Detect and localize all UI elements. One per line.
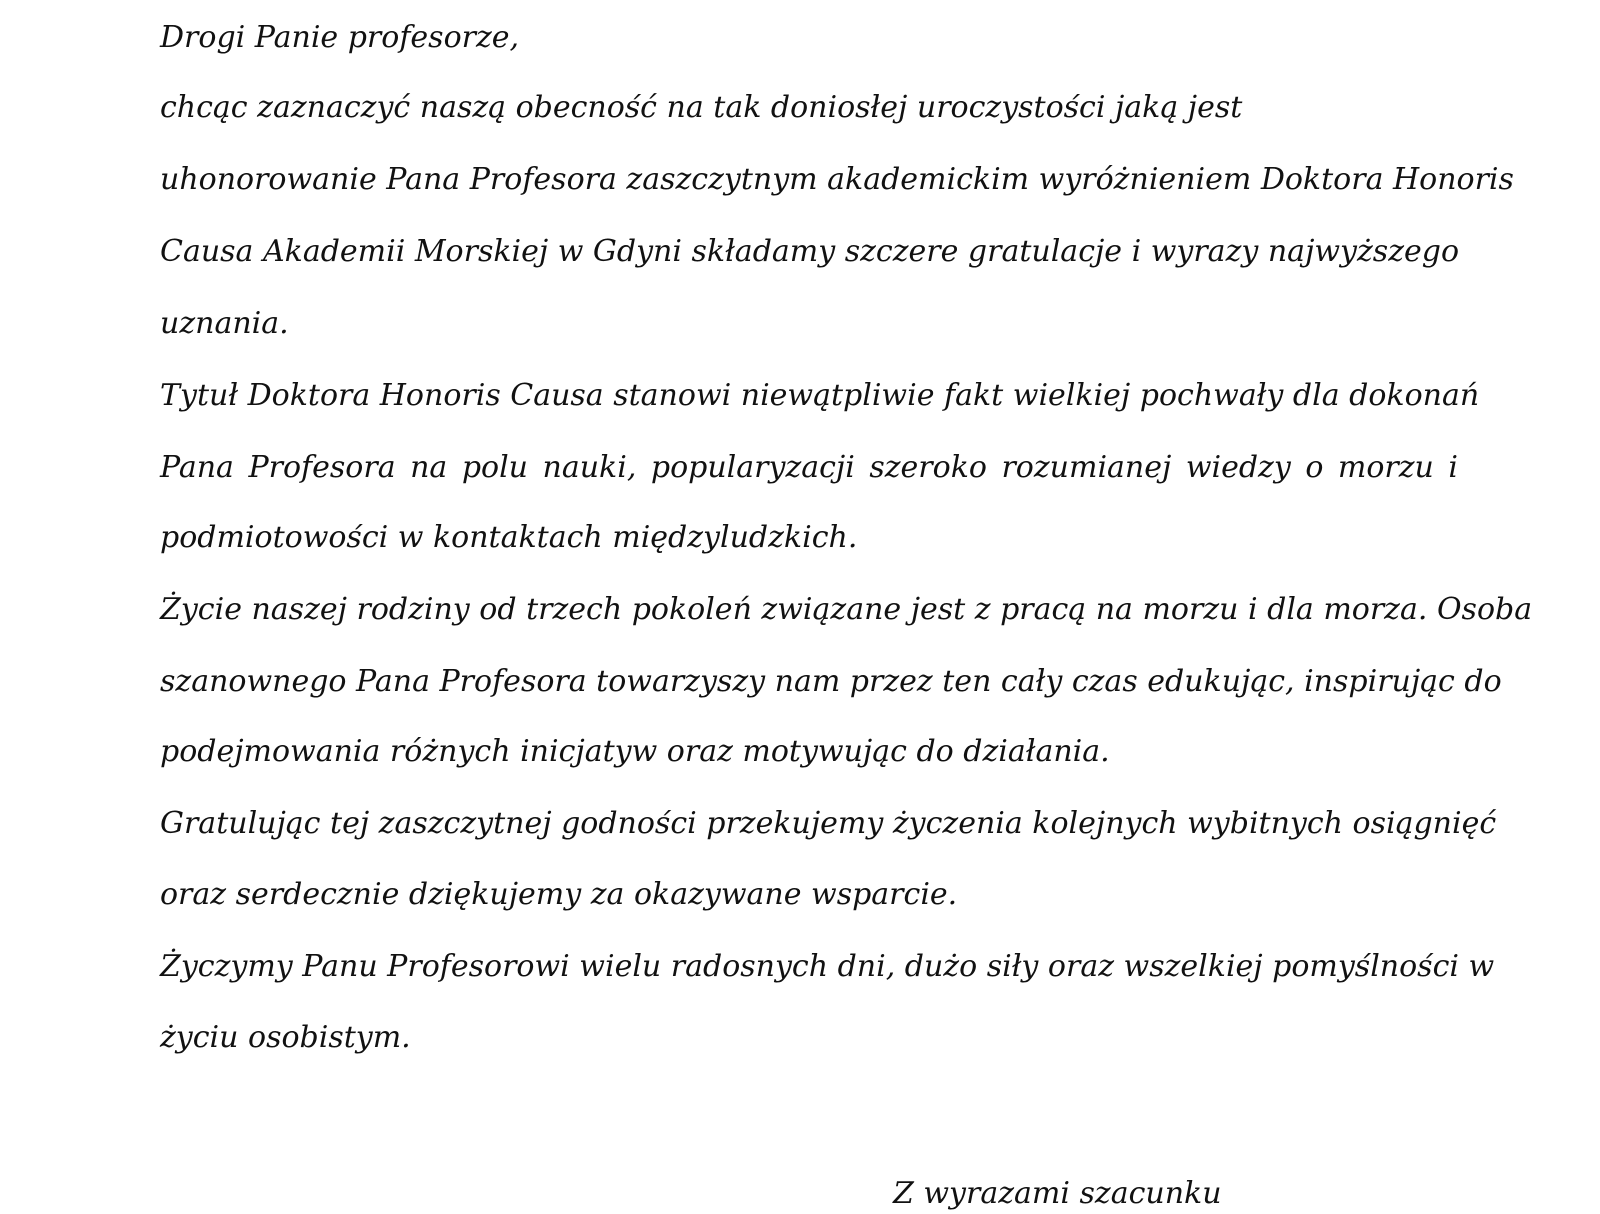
letter-line: Causa Akademii Morskiej w Gdyni składamy szczere gratulacje i wyrazy najwyższego bbox=[160, 234, 1460, 269]
letter-line: chcąc zaznaczyć naszą obecność na tak doniosłej uroczystości jaką jest bbox=[160, 90, 1243, 125]
letter-line: oraz serdecznie dziękujemy za okazywane wsparcie. bbox=[160, 877, 958, 912]
letter-closing: Z wyrazami szacunku bbox=[893, 1176, 1222, 1211]
letter-line: Życie naszej rodziny od trzech pokoleń związane jest z pracą na morzu i dla morza. Osoba bbox=[160, 592, 1533, 627]
letter-line: Pana Profesora na polu nauki, popularyzacji szeroko rozumianej wiedzy o morzu i bbox=[160, 450, 1458, 485]
letter-line: podmiotowości w kontaktach międzyludzkich. bbox=[160, 520, 858, 555]
letter-line: życiu osobistym. bbox=[160, 1020, 411, 1055]
letter-line: uhonorowanie Pana Profesora zaszczytnym akademickim wyróżnieniem Doktora Honoris bbox=[160, 162, 1514, 197]
letter-line: Tytuł Doktora Honoris Causa stanowi niewątpliwie fakt wielkiej pochwały dla dokonań bbox=[160, 378, 1480, 413]
letter-line: Gratulując tej zaszczytnej godności przekujemy życzenia kolejnych wybitnych osiągnięć bbox=[160, 806, 1497, 841]
letter-line: Życzymy Panu Profesorowi wielu radosnych dni, dużo siły oraz wszelkiej pomyślności w bbox=[160, 949, 1495, 984]
letter-greeting: Drogi Panie profesorze, bbox=[160, 20, 520, 55]
letter-line: uznania. bbox=[160, 306, 289, 341]
letter-line: szanownego Pana Profesora towarzyszy nam przez ten cały czas edukując, inspirując do bbox=[160, 664, 1502, 699]
letter-line: podejmowania różnych inicjatyw oraz motywując do działania. bbox=[160, 734, 1110, 769]
